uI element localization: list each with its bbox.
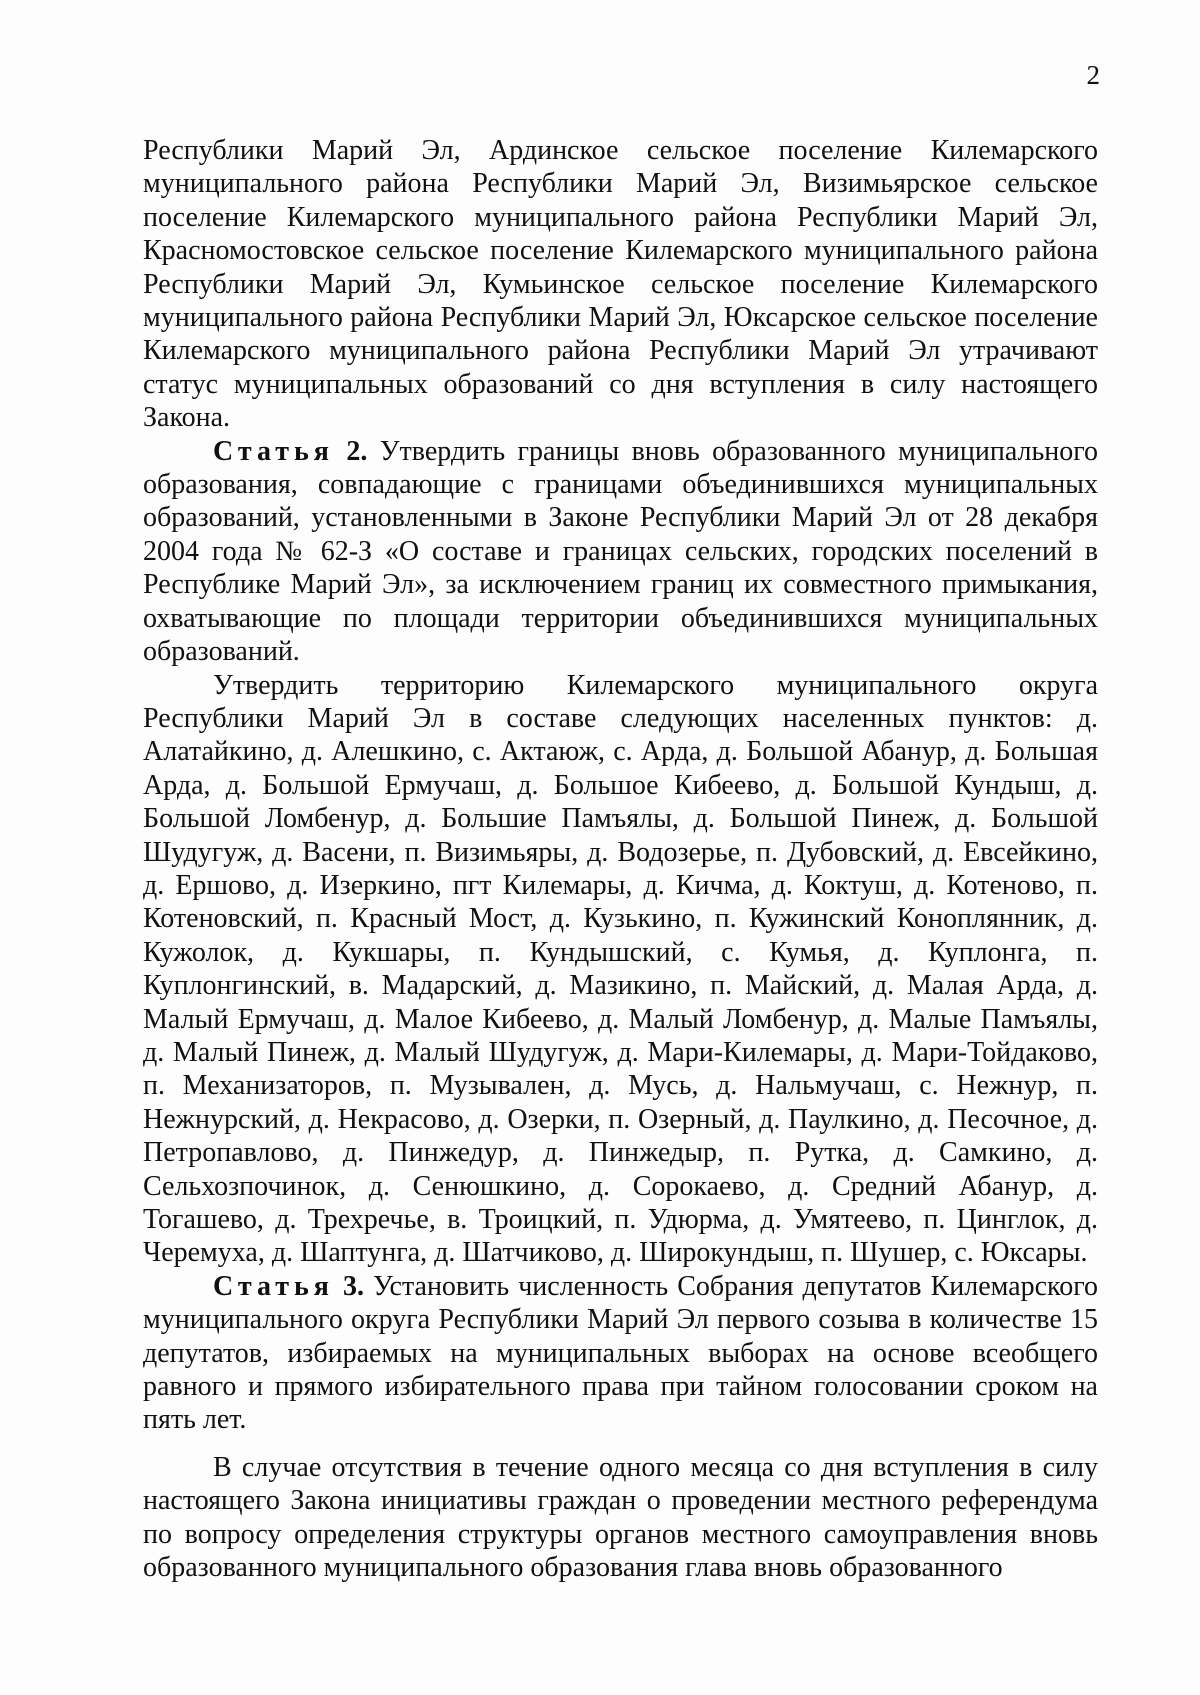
article-2-text: Утвердить границы вновь образованного муниципального образования, совпадающие с границами объединившихся муниципальных образований, установленными в Законе Республики Марий Эл от 28 декабря 2004 года № 62-З «О составе и границах сельских, городских поселений в Республике Марий Эл», за исключением границ их совместного примыкания, охватывающие по площади территории объединившихся муниципальных образований. (143, 435, 1098, 668)
article-3-label: Статья (213, 1270, 334, 1302)
article-2-label: Статья (213, 435, 334, 467)
page-number: 2 (1086, 60, 1100, 90)
document-body (143, 134, 1098, 1584)
article-2-number: 2. (346, 435, 368, 467)
paragraph-territory-settlements: Утвердить территорию Килемарского муниципального округа Республики Марий Эл в составе следующих населенных пунктов: д. Алатайкино, д. Алешкино, с. Актаюж, с. Арда, д. Большой Абанур, д. Большая Арда, д. Большой Ермучаш, д. Большое Кибеево, д. Большой Кундыш, д. Большой Ломбенур, д. Большие Памъялы, д. Большой Пинеж, д. Большой Шудугуж, д. Васени, п. Визимьяры, д. Водозерье, п. Дубовский, д. Евсейкино, д. Ершово, д. Изеркино, пгт Килемары, д. Кичма, д. Коктуш, д. Котеново, п. Котеновский, п. Красный Мост, д. Кузькино, п. Кужинский Коноплянник, д. Кужолок, д. Кукшары, п. Кундышский, с. Кумья, д. Куплонга, п. Куплонгинский, в. Мадарский, д. Мазикино, п. Майский, д. Малая Арда, д. Малый Ермучаш, д. Малое Кибеево, д. Малый Ломбенур, д. Малые Памъялы, д. Малый Пинеж, д. Малый Шудугуж, д. Мари-Килемары, д. Мари-Тойдаково, п. Механизаторов, п. Музывален, д. Мусь, д. Нальмучаш, с. Нежнур, п. Нежнурский, д. Некрасово, д. Озерки, п. Озерный, д. Паулкино, д. Песочное, д. Петропавлово, д. Пинжедур, д. Пинжедыр, п. Рутка, д. Самкино, д. Сельхозпочинок, д. Сенюшкино, д. Сорокаево, д. Средний Абанур, д. Тогашево, д. Трехречье, в. Троицкий, п. Удюрма, д. Умятеево, п. Цинглок, д. Черемуха, д. Шаптунга, д. Шатчиково, д. Широкундыш, п. Шушер, с. Юксары. (143, 669, 1098, 1269)
paragraph-article1-continuation: Республики Марий Эл, Ардинское сельское поселение Килемарского муниципального района Республики Марий Эл, Визимьярское сельское поселение Килемарского муниципального района Республики Марий Эл, Красномостовское сельское поселение Килемарского муниципального района Республики Марий Эл, Кумьинское сельское поселение Килемарского муниципального района Республики Марий Эл, Юксарское сельское поселение Килемарского муниципального района Республики Марий Эл утрачивают статус муниципальных образований со дня вступления в силу настоящего Закона. (143, 135, 1098, 434)
article-3-text: Установить численность Собрания депутатов Килемарского муниципального округа Республики Марий Эл первого созыва в количестве 15 депутатов, избираемых на муниципальных выборах на основе всеобщего равного и прямого избирательного права при тайном голосовании сроком на пять лет. (143, 1270, 1098, 1436)
paragraph-article-3 (143, 1270, 1098, 1437)
paragraph-referendum: В случае отсутствия в течение одного месяца со дня вступления в силу настоящего Закона инициативы граждан о проведении местного референдума по вопросу определения структуры органов местного самоуправления вновь образованного муниципального образования глава вновь образованного (143, 1451, 1098, 1584)
paragraph-article-2 (143, 435, 1098, 669)
article-3-number: 3. (343, 1270, 364, 1302)
